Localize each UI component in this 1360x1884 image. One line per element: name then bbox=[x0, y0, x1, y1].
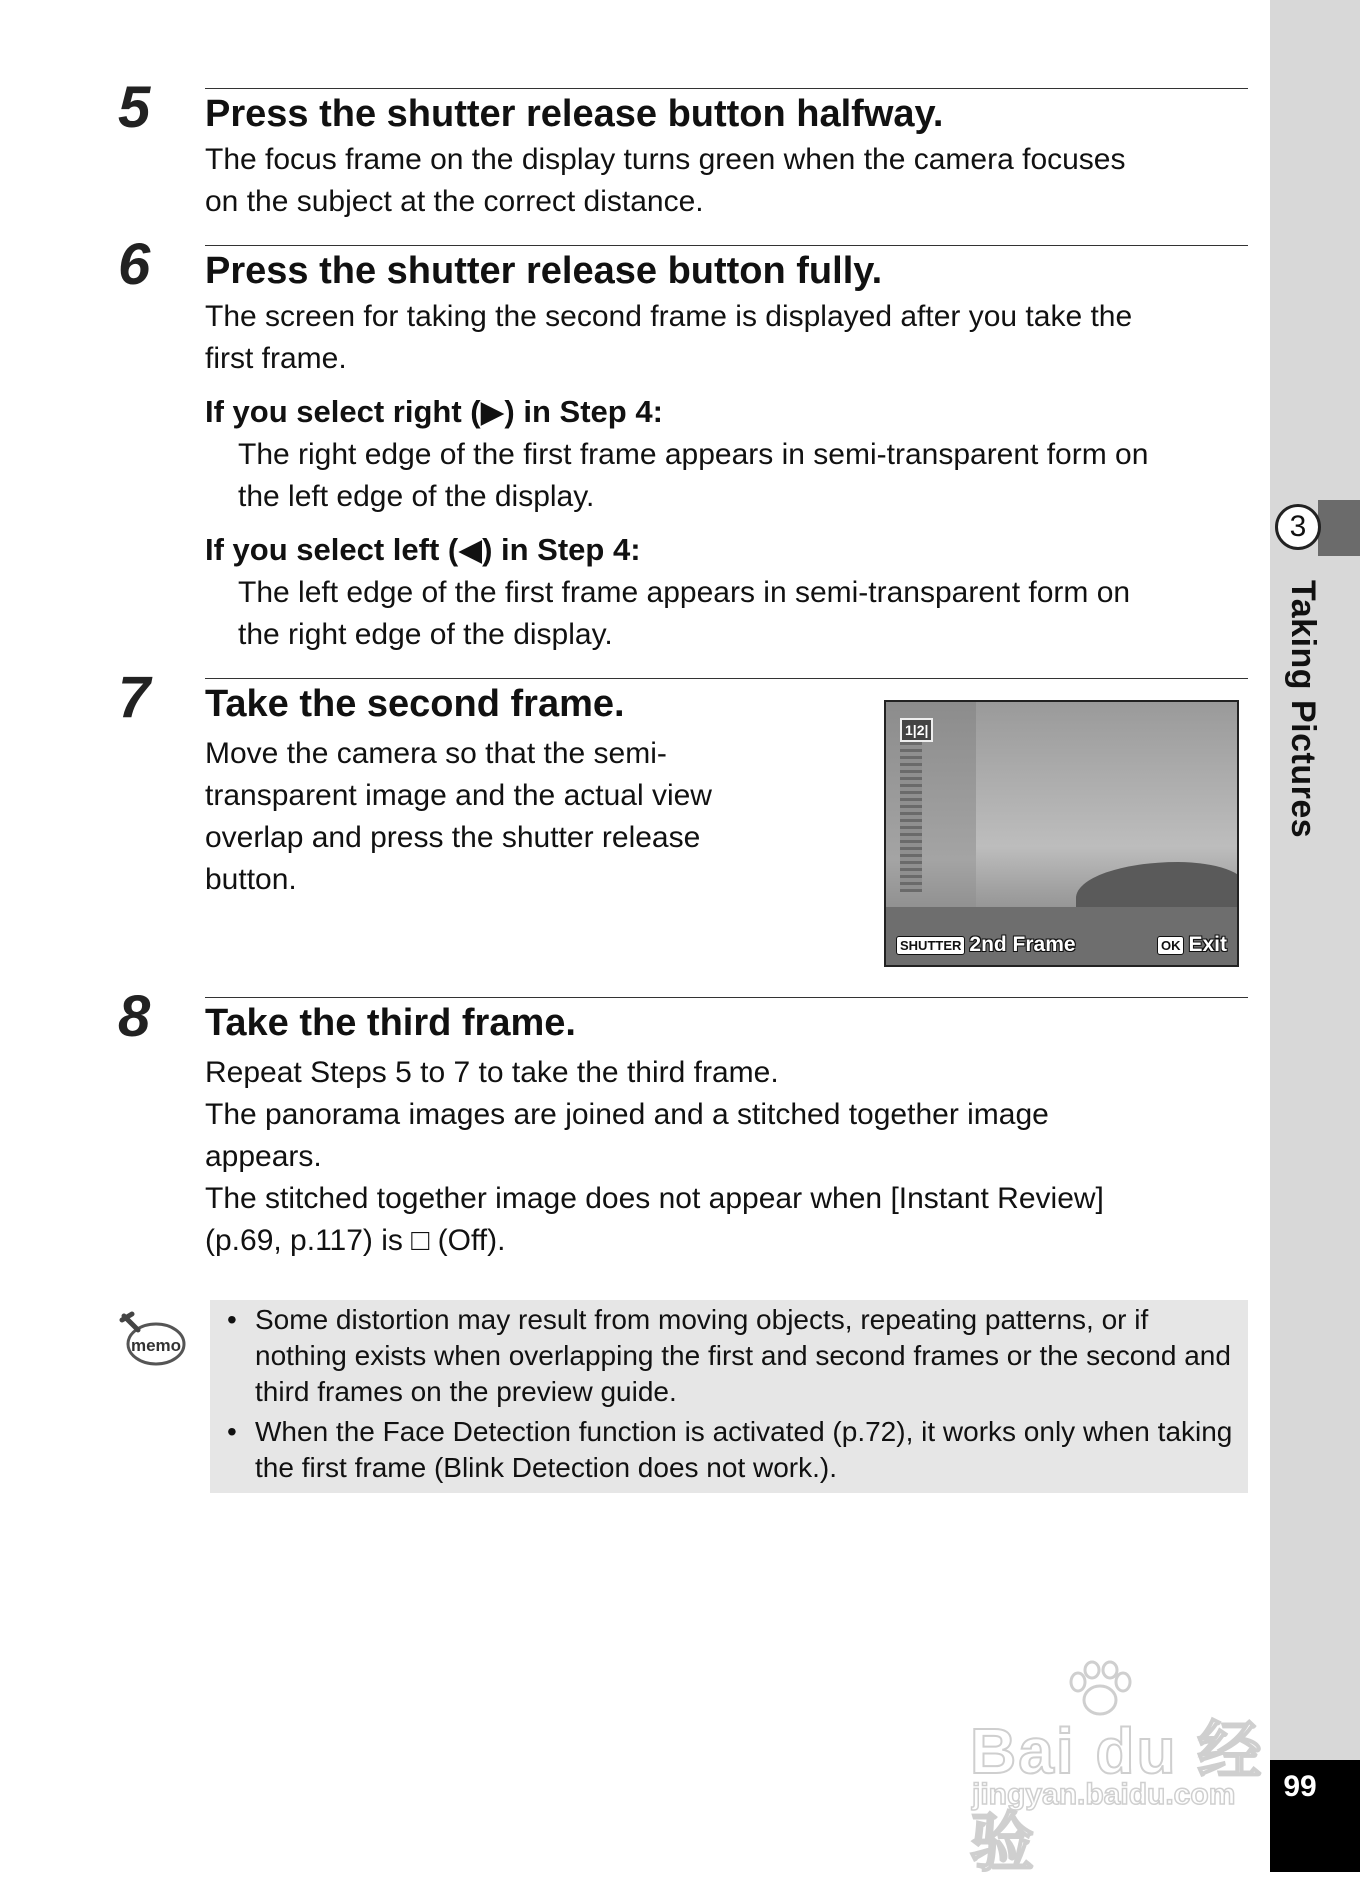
chapter-sidebar bbox=[1270, 0, 1360, 1872]
frame-indicator: 1|2| bbox=[900, 718, 933, 742]
step-number: 6 bbox=[118, 232, 151, 297]
camera-preview-screen bbox=[884, 700, 1239, 967]
memo-item: • Some distortion may result from moving objects, repeating patterns, or if nothing exists when overlapping the first and second frames or the second and third frames on the preview guide. bbox=[225, 1302, 1235, 1410]
step-body-line: Repeat Steps 5 to 7 to take the third frame. bbox=[205, 1056, 779, 1089]
step-body-line: The screen for taking the second frame is displayed after you take the bbox=[205, 300, 1133, 333]
step-body-line: The stitched together image does not appear when [Instant Review] bbox=[205, 1182, 1104, 1215]
step-divider bbox=[205, 678, 1248, 679]
step-body-line: Move the camera so that the semi- bbox=[205, 737, 667, 770]
step-divider bbox=[205, 88, 1248, 89]
case-body-line: the left edge of the display. bbox=[238, 480, 595, 513]
case-body-line: The left edge of the first frame appears in semi-transparent form on bbox=[238, 576, 1131, 609]
step-body-line: transparent image and the actual view bbox=[205, 779, 712, 812]
ok-label: Exit bbox=[1188, 933, 1227, 956]
step-divider bbox=[205, 997, 1248, 998]
step-divider bbox=[205, 245, 1248, 246]
step-number: 5 bbox=[118, 75, 151, 140]
step-body-line: The focus frame on the display turns green when the camera focuses bbox=[205, 143, 1126, 176]
chapter-tab-accent bbox=[1318, 500, 1360, 556]
watermark-logo: Bai du 经验 bbox=[970, 1715, 1264, 1879]
memo-item: • When the Face Detection function is activated (p.72), it works only when taking the first frame (Blink Detection does not work.). bbox=[225, 1414, 1235, 1486]
case-heading-right: If you select right (▶) in Step 4: bbox=[205, 394, 663, 429]
preview-guide-bar bbox=[886, 925, 1237, 965]
building-image bbox=[900, 742, 922, 892]
step-body-line: first frame. bbox=[205, 342, 347, 375]
step-body-line: button. bbox=[205, 863, 297, 896]
step-title: Press the shutter release button fully. bbox=[205, 250, 883, 292]
watermark-url: jingyan.baidu.com bbox=[972, 1778, 1236, 1811]
step-number: 8 bbox=[118, 984, 151, 1049]
memo-icon-label: memo bbox=[130, 1336, 182, 1355]
shutter-key-icon: SHUTTER bbox=[896, 936, 965, 955]
shutter-label: 2nd Frame bbox=[969, 933, 1076, 956]
ok-key-icon: OK bbox=[1157, 936, 1185, 955]
memo-list bbox=[225, 1302, 1235, 1490]
step-body-line: (p.69, p.117) is □ (Off). bbox=[205, 1224, 506, 1257]
step-title: Take the third frame. bbox=[205, 1002, 576, 1044]
step-number: 7 bbox=[118, 665, 151, 730]
chapter-number-badge: 3 bbox=[1275, 504, 1321, 550]
page-number: 99 bbox=[1283, 1770, 1317, 1803]
step-title: Take the second frame. bbox=[205, 683, 625, 725]
memo-icon bbox=[118, 1310, 186, 1370]
step-title: Press the shutter release button halfway. bbox=[205, 93, 944, 135]
case-body-line: The right edge of the first frame appears in semi-transparent form on bbox=[238, 438, 1149, 471]
step-body-line: The panorama images are joined and a stitched together image bbox=[205, 1098, 1049, 1131]
baidu-watermark bbox=[960, 1660, 1270, 1879]
step-body-line: on the subject at the correct distance. bbox=[205, 185, 704, 218]
chapter-title: Taking Pictures bbox=[1284, 580, 1322, 839]
step-body-line: overlap and press the shutter release bbox=[205, 821, 701, 854]
case-heading-left: If you select left (◀) in Step 4: bbox=[205, 532, 641, 567]
step-body-line: appears. bbox=[205, 1140, 322, 1173]
case-body-line: the right edge of the display. bbox=[238, 618, 613, 651]
